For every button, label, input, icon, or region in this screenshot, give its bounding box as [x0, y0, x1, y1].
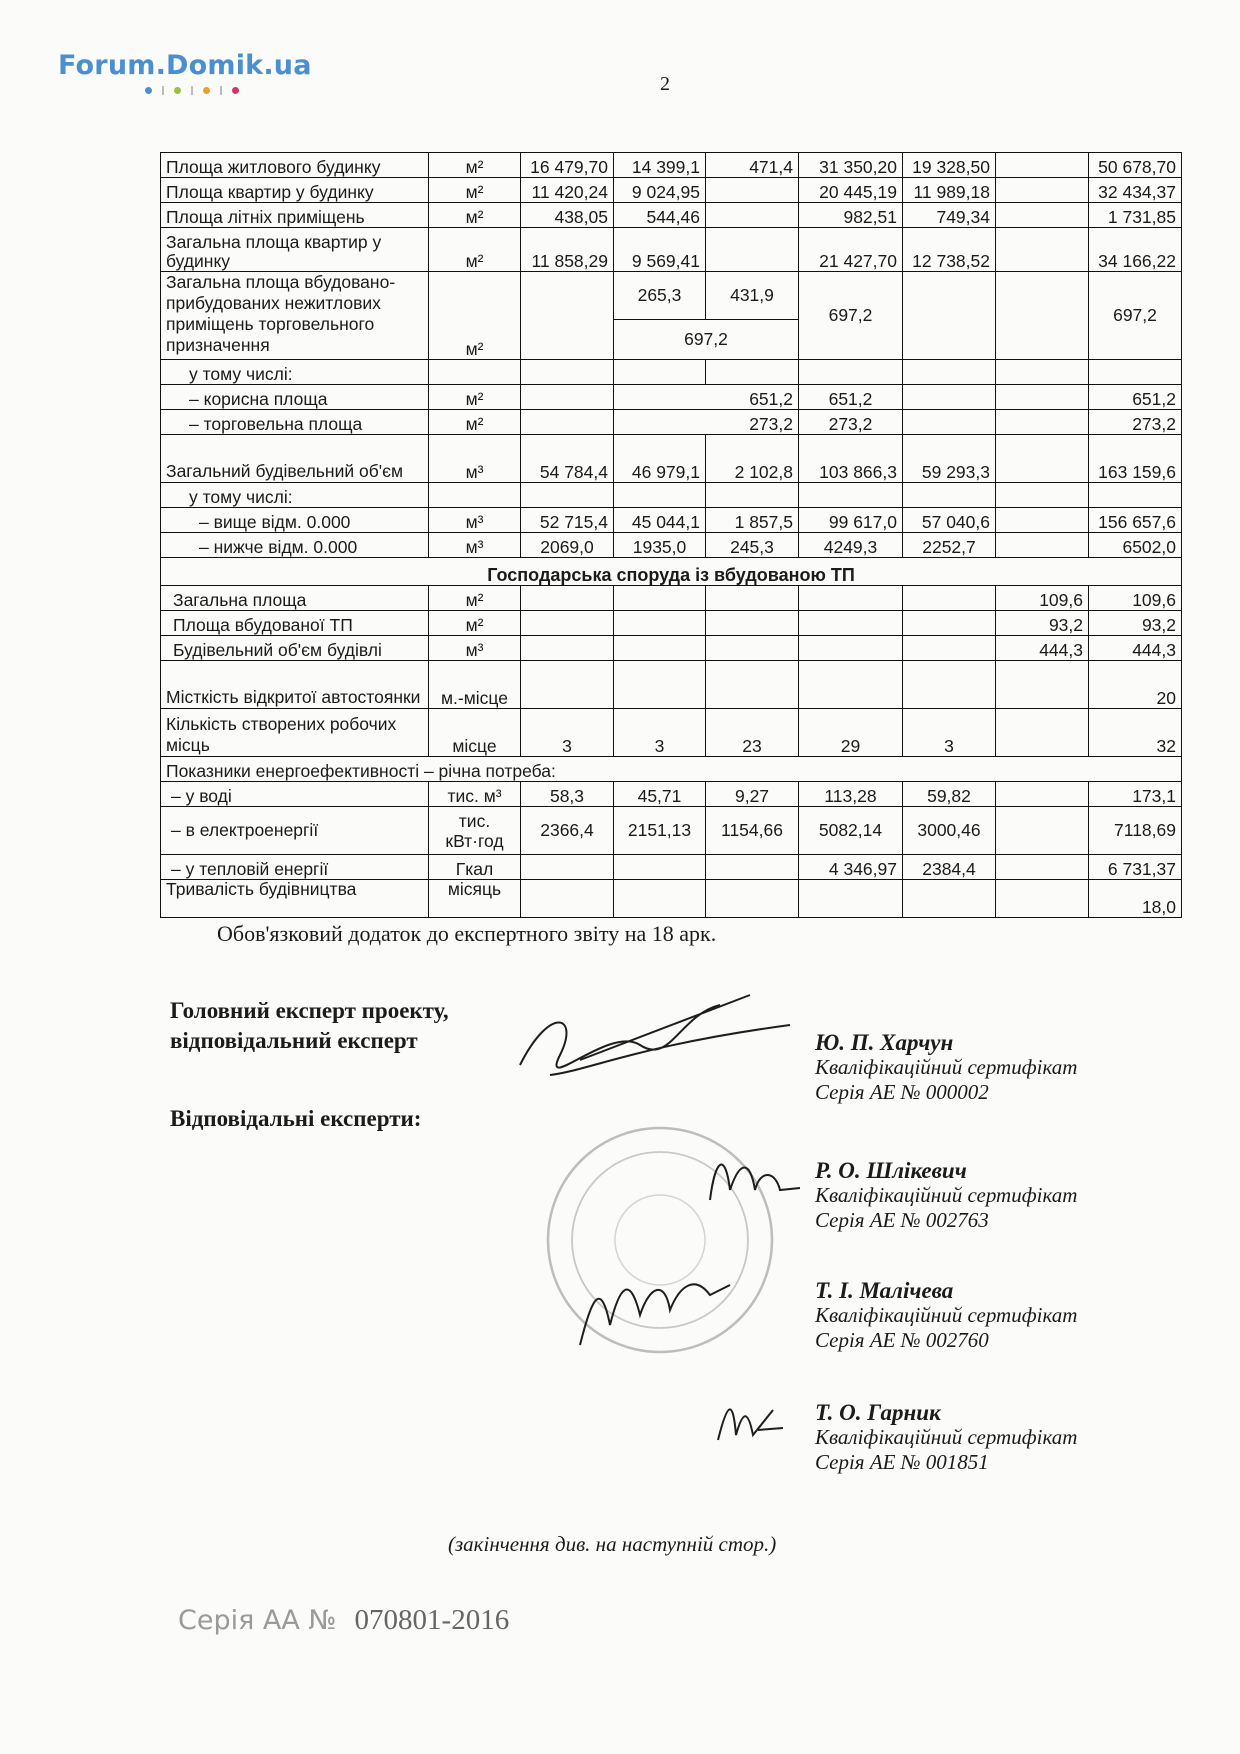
row-unit: місце — [429, 709, 521, 757]
expert-series: Серія АЕ № 002763 — [815, 1208, 989, 1232]
row-unit: м² — [429, 178, 521, 203]
cell: 16 479,70 — [521, 153, 614, 178]
cell: 1 857,5 — [706, 508, 799, 533]
expert-name: Ю. П. Харчун — [815, 1030, 954, 1055]
cell: 651,2 — [614, 385, 799, 410]
watermark-logo: Forum.Domik.ua — [58, 50, 312, 81]
cell: 99 617,0 — [799, 508, 903, 533]
row-label: Площа житлового будинку — [161, 153, 429, 178]
expert-certificate: Кваліфікаційний сертифікат — [815, 1303, 1078, 1327]
signature-kharchun — [490, 985, 820, 1095]
expert-block — [815, 1158, 1077, 1233]
cell-total: 156 657,6 — [1089, 508, 1182, 533]
row-label: Площа літніх приміщень — [161, 203, 429, 228]
cell — [996, 228, 1089, 272]
cell: 103 866,3 — [799, 435, 903, 483]
cell: 2252,7 — [903, 533, 996, 558]
cell: 23 — [706, 709, 799, 757]
cell: 14 399,1 — [614, 153, 706, 178]
row-label: Загальна площа вбудовано-прибудованих нежитлових приміщень торговельного призначення — [161, 272, 429, 360]
row-label: Тривалість будівництва — [161, 880, 429, 918]
chief-expert-line: відповідальний експерт — [170, 1028, 418, 1053]
row-unit: тис. м³ — [429, 782, 521, 807]
chief-expert-title — [170, 996, 449, 1056]
cell: 11 989,18 — [903, 178, 996, 203]
row-label: Загальна площа — [161, 586, 429, 611]
cell-total: 6 731,37 — [1089, 855, 1182, 880]
cell-total: 697,2 — [1089, 272, 1182, 360]
row-label: у тому числі: — [161, 360, 429, 385]
cell: 3 — [903, 709, 996, 757]
row-label: – корисна площа — [161, 385, 429, 410]
expert-name: Т. І. Малічева — [815, 1278, 954, 1303]
cell-total: 7118,69 — [1089, 807, 1182, 855]
row-unit: м³ — [429, 508, 521, 533]
row-unit: місяць — [429, 880, 521, 918]
cell: 273,2 — [799, 410, 903, 435]
cell: 52 715,4 — [521, 508, 614, 533]
row-label: – нижче відм. 0.000 — [161, 533, 429, 558]
table-row — [161, 385, 1182, 410]
row-unit: м² — [429, 611, 521, 636]
cell: 54 784,4 — [521, 435, 614, 483]
cell-total: 273,2 — [1089, 410, 1182, 435]
cell: 245,3 — [706, 533, 799, 558]
watermark-dots — [145, 86, 239, 95]
cell: 109,6 — [996, 586, 1089, 611]
appendix-note: Обов'язковий додаток до експертного звіту на 18 арк. — [217, 921, 717, 946]
cell: 45,71 — [614, 782, 706, 807]
row-label: – торговельна площа — [161, 410, 429, 435]
cell: 2384,4 — [903, 855, 996, 880]
cell: 5082,14 — [799, 807, 903, 855]
expert-series: Серія АЕ № 001851 — [815, 1450, 989, 1474]
table-row — [161, 586, 1182, 611]
row-unit: м³ — [429, 435, 521, 483]
table-row — [161, 410, 1182, 435]
cell: 58,3 — [521, 782, 614, 807]
cell: 651,2 — [799, 385, 903, 410]
expert-certificate: Кваліфікаційний сертифікат — [815, 1183, 1078, 1207]
row-unit: м² — [429, 586, 521, 611]
cell: 3 — [521, 709, 614, 757]
cell: 2366,4 — [521, 807, 614, 855]
row-unit: м² — [429, 385, 521, 410]
cell-total: 34 166,22 — [1089, 228, 1182, 272]
cell: 11 858,29 — [521, 228, 614, 272]
table-row — [161, 435, 1182, 483]
cell — [706, 178, 799, 203]
table-row — [161, 636, 1182, 661]
cell-total: 32 — [1089, 709, 1182, 757]
expert-name: Р. О. Шлікевич — [815, 1158, 967, 1183]
cell-total: 93,2 — [1089, 611, 1182, 636]
cell: 12 738,52 — [903, 228, 996, 272]
table-row — [161, 757, 1182, 782]
table-row — [161, 533, 1182, 558]
form-serial-number: 070801-2016 — [354, 1604, 510, 1636]
continuation-note: (закінчення див. на наступній стор.) — [448, 1532, 777, 1556]
cell: 2 102,8 — [706, 435, 799, 483]
row-label: – у тепловій енергії — [161, 855, 429, 880]
cell: 46 979,1 — [614, 435, 706, 483]
cell-total: 18,0 — [1089, 880, 1182, 918]
cell: 2151,13 — [614, 807, 706, 855]
cell: 29 — [799, 709, 903, 757]
signature-shlikevych — [700, 1140, 810, 1210]
cell: 982,51 — [799, 203, 903, 228]
table-row — [161, 203, 1182, 228]
cell: 9 024,95 — [614, 178, 706, 203]
cell: 93,2 — [996, 611, 1089, 636]
row-label: – вище відм. 0.000 — [161, 508, 429, 533]
row-unit: м² — [429, 228, 521, 272]
row-unit: м.-місце — [429, 661, 521, 709]
table-row — [161, 661, 1182, 709]
chief-expert-line: Головний експерт проекту, — [170, 998, 449, 1023]
row-unit: м² — [429, 203, 521, 228]
expert-series: Серія АЕ № 000002 — [815, 1080, 989, 1104]
cell: 11 420,24 — [521, 178, 614, 203]
signature-garnyk — [708, 1390, 788, 1450]
row-unit: м³ — [429, 636, 521, 661]
table-row — [161, 360, 1182, 385]
cell: 45 044,1 — [614, 508, 706, 533]
expert-block — [815, 1400, 1077, 1475]
cell: 265,3 — [614, 272, 706, 320]
cell: 1154,66 — [706, 807, 799, 855]
table-row — [161, 483, 1182, 508]
cell — [996, 203, 1089, 228]
row-label: у тому числі: — [161, 483, 429, 508]
row-label: – у воді — [161, 782, 429, 807]
cell-total: 6502,0 — [1089, 533, 1182, 558]
cell: 57 040,6 — [903, 508, 996, 533]
cell-total: 20 — [1089, 661, 1182, 709]
row-unit: тис. кВт·год — [429, 807, 521, 855]
row-label: – в електроенергії — [161, 807, 429, 855]
table-row — [161, 855, 1182, 880]
table-row — [161, 709, 1182, 757]
table-row — [161, 880, 1182, 918]
cell — [706, 203, 799, 228]
cell: 9,27 — [706, 782, 799, 807]
expert-name: Т. О. Гарник — [815, 1400, 941, 1425]
table-row — [161, 228, 1182, 272]
cell: 544,46 — [614, 203, 706, 228]
page-number: 2 — [660, 73, 670, 95]
cell: 2069,0 — [521, 533, 614, 558]
row-label: Загальний будівельний об'єм — [161, 435, 429, 483]
cell: 4249,3 — [799, 533, 903, 558]
cell — [706, 228, 799, 272]
row-label: Загальна площа квартир у будинку — [161, 228, 429, 272]
cell: 31 350,20 — [799, 153, 903, 178]
expert-certificate: Кваліфікаційний сертифікат — [815, 1425, 1078, 1449]
row-label: Площа вбудованої ТП — [161, 611, 429, 636]
table-row — [161, 508, 1182, 533]
energy-title: Показники енергоефективності – річна потреба: — [161, 757, 1182, 782]
cell-total: 1 731,85 — [1089, 203, 1182, 228]
cell-total: 163 159,6 — [1089, 435, 1182, 483]
cell: 438,05 — [521, 203, 614, 228]
cell: 9 569,41 — [614, 228, 706, 272]
table-row — [161, 272, 1182, 320]
cell: 3 — [614, 709, 706, 757]
row-unit: м² — [429, 410, 521, 435]
cell: 697,2 — [799, 272, 903, 360]
form-serial — [178, 1604, 509, 1637]
expert-certificate: Кваліфікаційний сертифікат — [815, 1055, 1078, 1079]
cell: 20 445,19 — [799, 178, 903, 203]
table-row — [161, 178, 1182, 203]
row-unit: м² — [429, 153, 521, 178]
cell-total: 50 678,70 — [1089, 153, 1182, 178]
cell — [996, 153, 1089, 178]
expert-block — [815, 1278, 1077, 1353]
row-label: Площа квартир у будинку — [161, 178, 429, 203]
table-row — [161, 807, 1182, 855]
row-unit: Гкал — [429, 855, 521, 880]
cell-total: 444,3 — [1089, 636, 1182, 661]
cell-total: 173,1 — [1089, 782, 1182, 807]
table-row — [161, 611, 1182, 636]
cell: 697,2 — [614, 320, 799, 360]
row-label: Місткість відкритої автостоянки — [161, 661, 429, 709]
indicators-table — [160, 152, 1182, 918]
cell: 749,34 — [903, 203, 996, 228]
cell: 113,28 — [799, 782, 903, 807]
cell: 59,82 — [903, 782, 996, 807]
form-serial-label: Серія АА № — [178, 1605, 337, 1636]
cell: 1935,0 — [614, 533, 706, 558]
responsible-experts-title: Відповідальні експерти: — [170, 1106, 422, 1131]
table-row — [161, 782, 1182, 807]
cell: 4 346,97 — [799, 855, 903, 880]
expert-series: Серія АЕ № 002760 — [815, 1328, 989, 1352]
cell: 19 328,50 — [903, 153, 996, 178]
cell: 21 427,70 — [799, 228, 903, 272]
cell: 59 293,3 — [903, 435, 996, 483]
cell: 444,3 — [996, 636, 1089, 661]
row-label: Кількість створених робочих місць — [161, 709, 429, 757]
cell-total: 32 434,37 — [1089, 178, 1182, 203]
table-row — [161, 153, 1182, 178]
expert-block — [815, 1030, 1077, 1105]
row-unit: м³ — [429, 533, 521, 558]
cell-total: 651,2 — [1089, 385, 1182, 410]
row-label: Будівельний об'єм будівлі — [161, 636, 429, 661]
section-row — [161, 558, 1182, 586]
cell: 273,2 — [614, 410, 799, 435]
cell: 431,9 — [706, 272, 799, 320]
signature-malicheva — [570, 1255, 740, 1355]
row-unit: м² — [429, 272, 521, 360]
section-title: Господарська споруда із вбудованою ТП — [161, 558, 1182, 586]
cell — [996, 178, 1089, 203]
cell: 471,4 — [706, 153, 799, 178]
cell-total: 109,6 — [1089, 586, 1182, 611]
cell: 3000,46 — [903, 807, 996, 855]
